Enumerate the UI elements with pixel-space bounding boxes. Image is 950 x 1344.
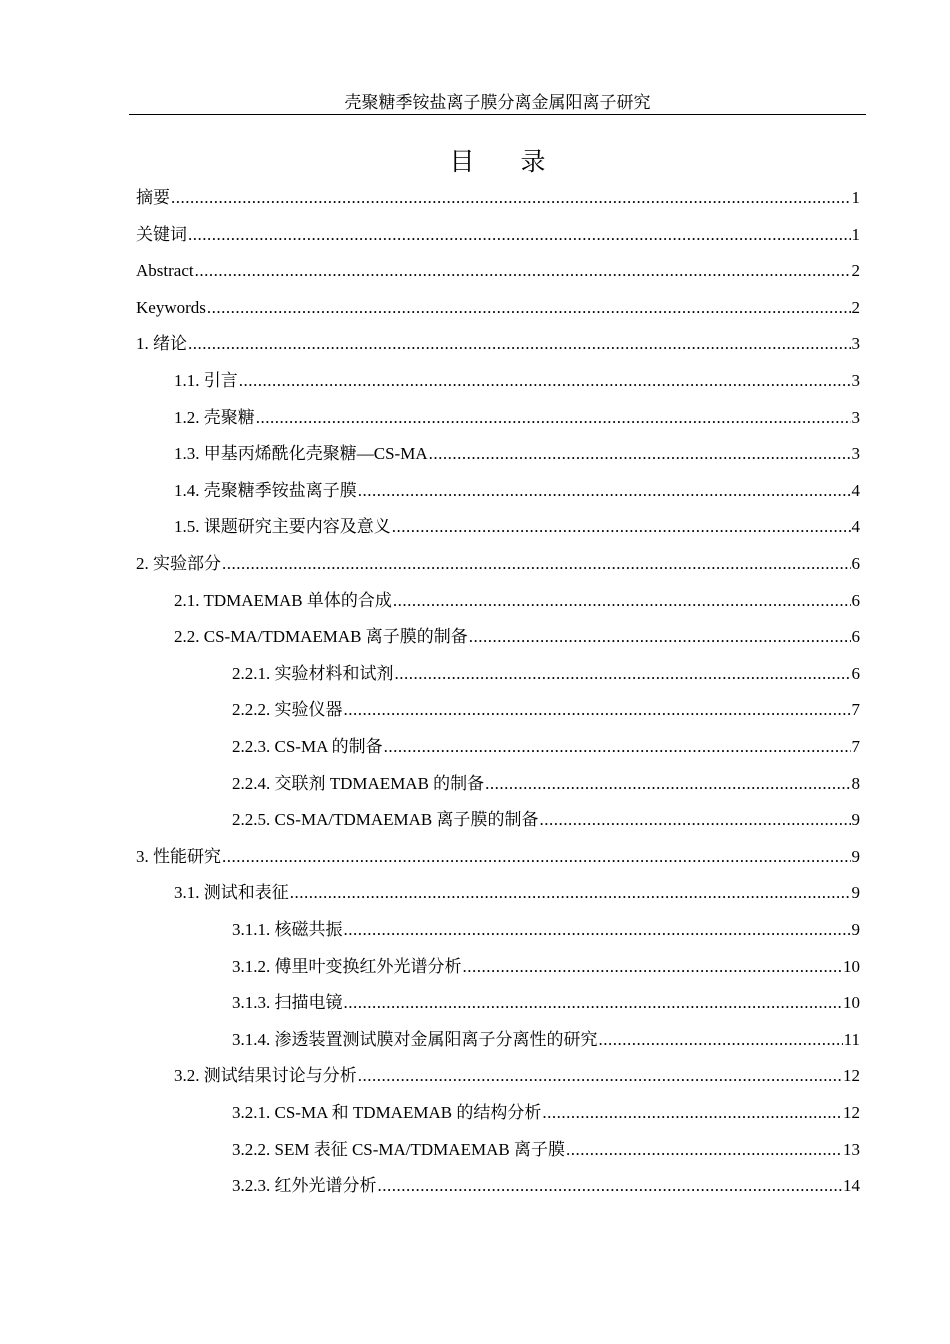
toc-entry[interactable] — [174, 1058, 860, 1094]
toc-entry-label: 2.2. CS-MA/TDMAEMAB 离子膜的制备 — [174, 627, 468, 647]
toc-entry-page-number: 9 — [851, 810, 860, 830]
toc-leader-dots — [239, 370, 851, 392]
toc-entry-label: 3.2.2. SEM 表征 CS-MA/TDMAEMAB 离子膜 — [232, 1139, 565, 1159]
toc-entry-label: 2.2.4. 交联剂 TDMAEMAB 的制备 — [232, 773, 485, 793]
toc-entry-page-number: 9 — [851, 846, 860, 866]
toc-entry-label: 3.2.1. CS-MA 和 TDMAEMAB 的结构分析 — [232, 1103, 542, 1122]
toc-entry-label: 3.2.3. 红外光谱分析 — [232, 1176, 377, 1196]
toc-leader-dots — [344, 699, 851, 721]
toc-entry[interactable] — [232, 1022, 860, 1058]
toc-entry-page-number: 9 — [851, 883, 860, 903]
toc-leader-dots — [256, 407, 851, 429]
toc-leader-dots — [540, 809, 851, 831]
toc-entry[interactable] — [136, 180, 860, 216]
toc-entry-label: 1.1. 引言 — [174, 371, 238, 390]
toc-leader-dots — [222, 846, 851, 868]
toc-leader-dots — [485, 773, 850, 795]
toc-leader-dots — [463, 956, 843, 978]
toc-entry-page-number: 6 — [851, 590, 860, 610]
toc-entry-page-number: 3 — [851, 444, 860, 464]
toc-leader-dots — [188, 224, 851, 246]
toc-entry-label: 1.3. 甲基丙烯酰化壳聚糖—CS-MA — [174, 444, 428, 464]
toc-entry-page-number: 14 — [843, 1176, 860, 1196]
toc-entry[interactable] — [136, 290, 860, 326]
toc-entry[interactable] — [232, 656, 860, 692]
toc-leader-dots — [384, 736, 851, 758]
toc-leader-dots — [344, 992, 843, 1014]
toc-entry[interactable] — [174, 363, 860, 399]
toc-entry[interactable] — [174, 875, 860, 911]
toc-entry-page-number: 6 — [851, 663, 860, 683]
toc-entry-label: 摘要 — [136, 188, 170, 207]
toc-entry-label: 2.1. TDMAEMAB 单体的合成 — [174, 590, 392, 610]
toc-entry[interactable] — [174, 400, 860, 436]
toc-entry-label: 1.4. 壳聚糖季铵盐离子膜 — [174, 480, 357, 500]
toc-leader-dots — [395, 663, 851, 685]
toc-entry-label: 3.2. 测试结果讨论与分析 — [174, 1066, 357, 1086]
toc-entry[interactable] — [232, 1168, 860, 1204]
toc-entry[interactable] — [136, 326, 860, 362]
toc-entry-page-number: 13 — [843, 1139, 860, 1159]
toc-entry[interactable] — [174, 436, 860, 472]
toc-leader-dots — [566, 1139, 842, 1161]
toc-entry-page-number: 12 — [843, 1103, 860, 1122]
toc-entry-label: 2. 实验部分 — [136, 554, 221, 573]
toc-entry-page-number: 10 — [843, 956, 860, 976]
toc-entry-page-number: 11 — [843, 1029, 860, 1049]
toc-entry-label: 3. 性能研究 — [136, 846, 221, 866]
toc-entry[interactable] — [232, 766, 860, 802]
toc-entry[interactable] — [174, 473, 860, 509]
toc-entry-page-number: 3 — [851, 407, 860, 427]
toc-leader-dots — [222, 553, 851, 575]
toc-entry-label: 3.1.3. 扫描电镜 — [232, 993, 343, 1013]
toc-leader-dots — [344, 919, 851, 941]
toc-entry[interactable] — [136, 217, 860, 253]
toc-entry-label: 1.2. 壳聚糖 — [174, 407, 255, 427]
toc-entry-label: 2.2.5. CS-MA/TDMAEMAB 离子膜的制备 — [232, 810, 539, 830]
toc-entry-label: Abstract — [136, 261, 194, 281]
toc-entry-page-number: 7 — [851, 700, 860, 720]
toc-entry[interactable] — [232, 692, 860, 728]
toc-entry-page-number: 2 — [851, 297, 860, 317]
toc-entry-page-number: 4 — [851, 480, 860, 500]
toc-entry[interactable] — [232, 1095, 860, 1131]
toc-leader-dots — [358, 1065, 842, 1087]
header-divider — [129, 114, 866, 115]
toc-entry-label: Keywords — [136, 297, 206, 317]
toc-entry[interactable] — [232, 729, 860, 765]
toc-entry-label: 2.2.2. 实验仪器 — [232, 700, 343, 720]
toc-leader-dots — [599, 1029, 843, 1051]
toc-entry-label: 1. 绪论 — [136, 334, 187, 354]
toc-entry-page-number: 1 — [851, 224, 860, 244]
toc-entry[interactable] — [232, 802, 860, 838]
running-header-title: 壳聚糖季铵盐离子膜分离金属阳离子研究 — [344, 93, 651, 112]
toc-entry-page-number: 12 — [843, 1066, 860, 1086]
toc-entry[interactable] — [174, 583, 860, 619]
toc-leader-dots — [393, 590, 851, 612]
toc-entry[interactable] — [174, 509, 860, 545]
toc-leader-dots — [392, 516, 851, 538]
toc-leader-dots — [171, 187, 851, 209]
toc-leader-dots — [429, 443, 851, 465]
toc-entry-label: 3.1.1. 核磁共振 — [232, 920, 343, 939]
toc-entry-label: 1.5. 课题研究主要内容及意义 — [174, 517, 391, 537]
toc-entry-page-number: 3 — [851, 334, 860, 354]
toc-entry-page-number: 8 — [851, 773, 860, 793]
toc-entry-label: 2.2.1. 实验材料和试剂 — [232, 663, 394, 683]
toc-entry-label: 关键词 — [136, 224, 187, 244]
toc-leader-dots — [469, 626, 851, 648]
toc-entry[interactable] — [232, 1132, 860, 1168]
toc-entry-page-number: 3 — [851, 371, 860, 390]
toc-entry[interactable] — [136, 253, 860, 289]
toc-leader-dots — [358, 480, 851, 502]
toc-entry-label: 2.2.3. CS-MA 的制备 — [232, 737, 383, 756]
toc-leader-dots — [290, 882, 851, 904]
toc-entry[interactable] — [174, 619, 860, 655]
toc-entry-page-number: 1 — [851, 188, 860, 207]
toc-leader-dots — [207, 297, 851, 319]
toc-leader-dots — [188, 333, 851, 355]
toc-entry[interactable] — [136, 839, 860, 875]
toc-leader-dots — [195, 260, 851, 282]
toc-leader-dots — [378, 1175, 843, 1197]
toc-leader-dots — [542, 1102, 842, 1124]
toc-entry[interactable] — [136, 546, 860, 582]
toc-entry[interactable] — [232, 949, 860, 985]
toc-entry-label: 3.1.2. 傅里叶变换红外光谱分析 — [232, 956, 462, 976]
toc-entry-page-number: 9 — [851, 920, 860, 939]
toc-entry-label: 3.1.4. 渗透装置测试膜对金属阳离子分离性的研究 — [232, 1029, 598, 1049]
toc-entry-page-number: 4 — [851, 517, 860, 537]
toc-entry-page-number: 6 — [851, 554, 860, 573]
toc-entry-page-number: 10 — [843, 993, 860, 1013]
toc-entry-page-number: 2 — [851, 261, 860, 281]
toc-entry-page-number: 6 — [851, 627, 860, 647]
toc-entry[interactable] — [232, 985, 860, 1021]
toc-title: 目录 — [449, 149, 592, 176]
toc-entry[interactable] — [232, 912, 860, 948]
toc-entry-label: 3.1. 测试和表征 — [174, 883, 289, 903]
toc-entry-page-number: 7 — [851, 737, 860, 756]
